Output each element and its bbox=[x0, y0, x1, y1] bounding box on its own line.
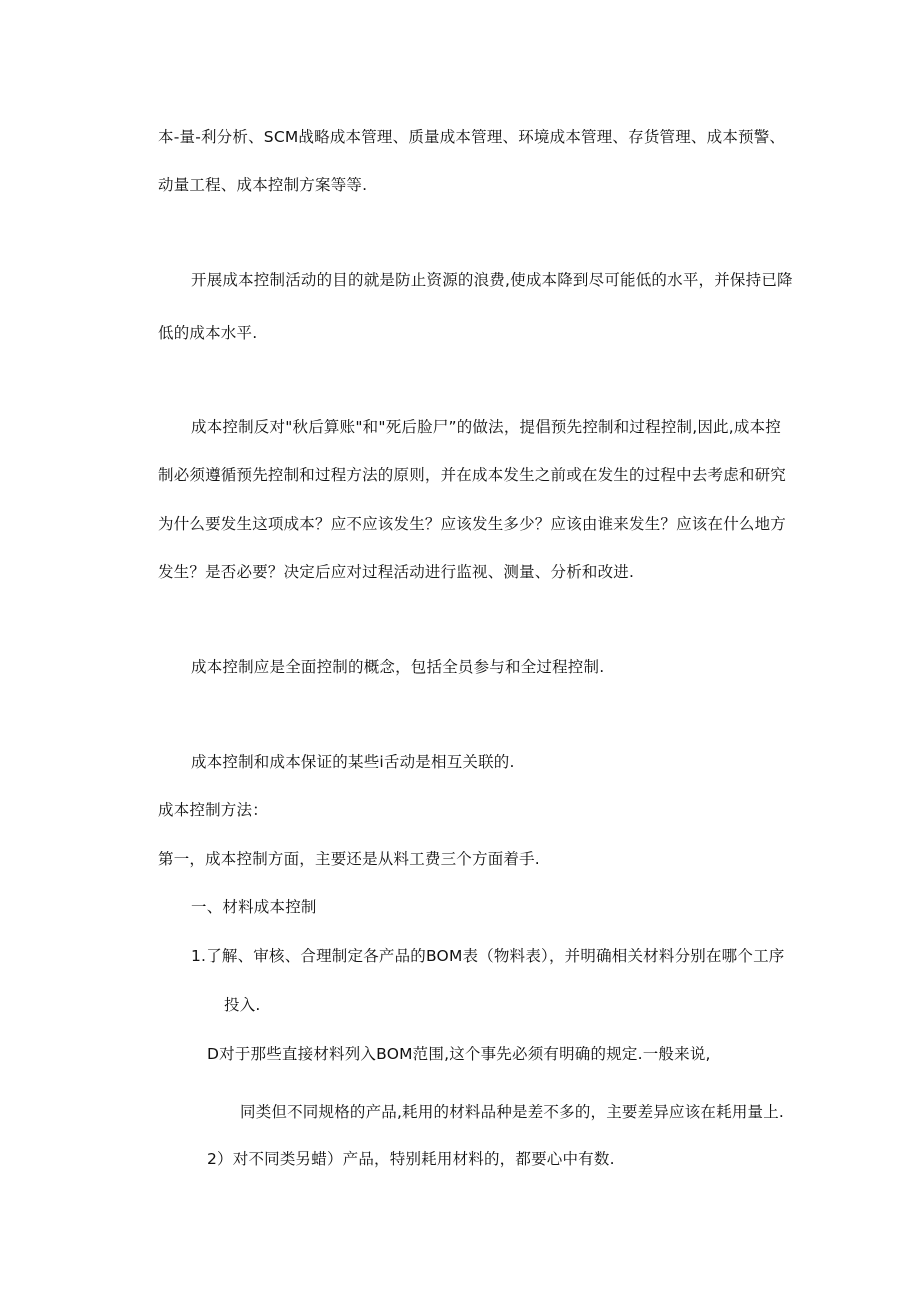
text-line: 成本控制反对"秋后算账"和"死后脸尸”的做法，提倡预先控制和过程控制,因此,成本控 bbox=[191, 418, 781, 436]
list-item: D对于那些直接材料列入BOM范围,这个事先必须有明确的规定.一般来说, bbox=[207, 1045, 711, 1063]
text-line: 动量工程、成本控制方案等等. bbox=[158, 176, 368, 194]
text-line: 同类但不同规格的产品,耗用的材料品种是差不多的，主要差异应该在耗用量上. bbox=[240, 1103, 785, 1121]
text-line: 成本控制应是全面控制的概念，包括全员参与和全过程控制. bbox=[191, 658, 605, 676]
section-heading: 成本控制方法： bbox=[158, 801, 268, 819]
subsection-heading: 一、材料成本控制 bbox=[191, 898, 317, 916]
text-line: 为什么要发生这项成本？应不应该发生？应该发生多少？应该由谁来发生？应该在什么地方 bbox=[158, 515, 787, 533]
text-line: 低的成本水平. bbox=[158, 324, 258, 342]
text-line: 本-量-利分析、SCM战略成本管理、质量成本管理、环境成本管理、存货管理、成本预警、 bbox=[158, 128, 786, 146]
text-line: 成本控制和成本保证的某些i舌动是相互关联的. bbox=[191, 753, 515, 771]
text-line: 第一，成本控制方面，主要还是从料工费三个方面着手. bbox=[158, 850, 540, 868]
text-line: 投入. bbox=[224, 996, 261, 1014]
text-line: 开展成本控制活动的目的就是防止资源的浪费,使成本降到尽可能低的水平，并保持已降 bbox=[191, 271, 793, 289]
text-line: 发生？是否必要？决定后应对过程活动进行监视、测量、分析和改进. bbox=[158, 563, 635, 581]
text-line: 制必须遵循预先控制和过程方法的原则，并在成本发生之前或在发生的过程中去考虑和研究 bbox=[158, 466, 787, 484]
list-item: 1.了解、审核、合理制定各产品的BOM表（物料表），并明确相关材料分别在哪个工序 bbox=[191, 947, 785, 965]
list-item: 2）对不同类另蜡）产品，特别耗用材料的，都要心中有数. bbox=[207, 1150, 615, 1168]
